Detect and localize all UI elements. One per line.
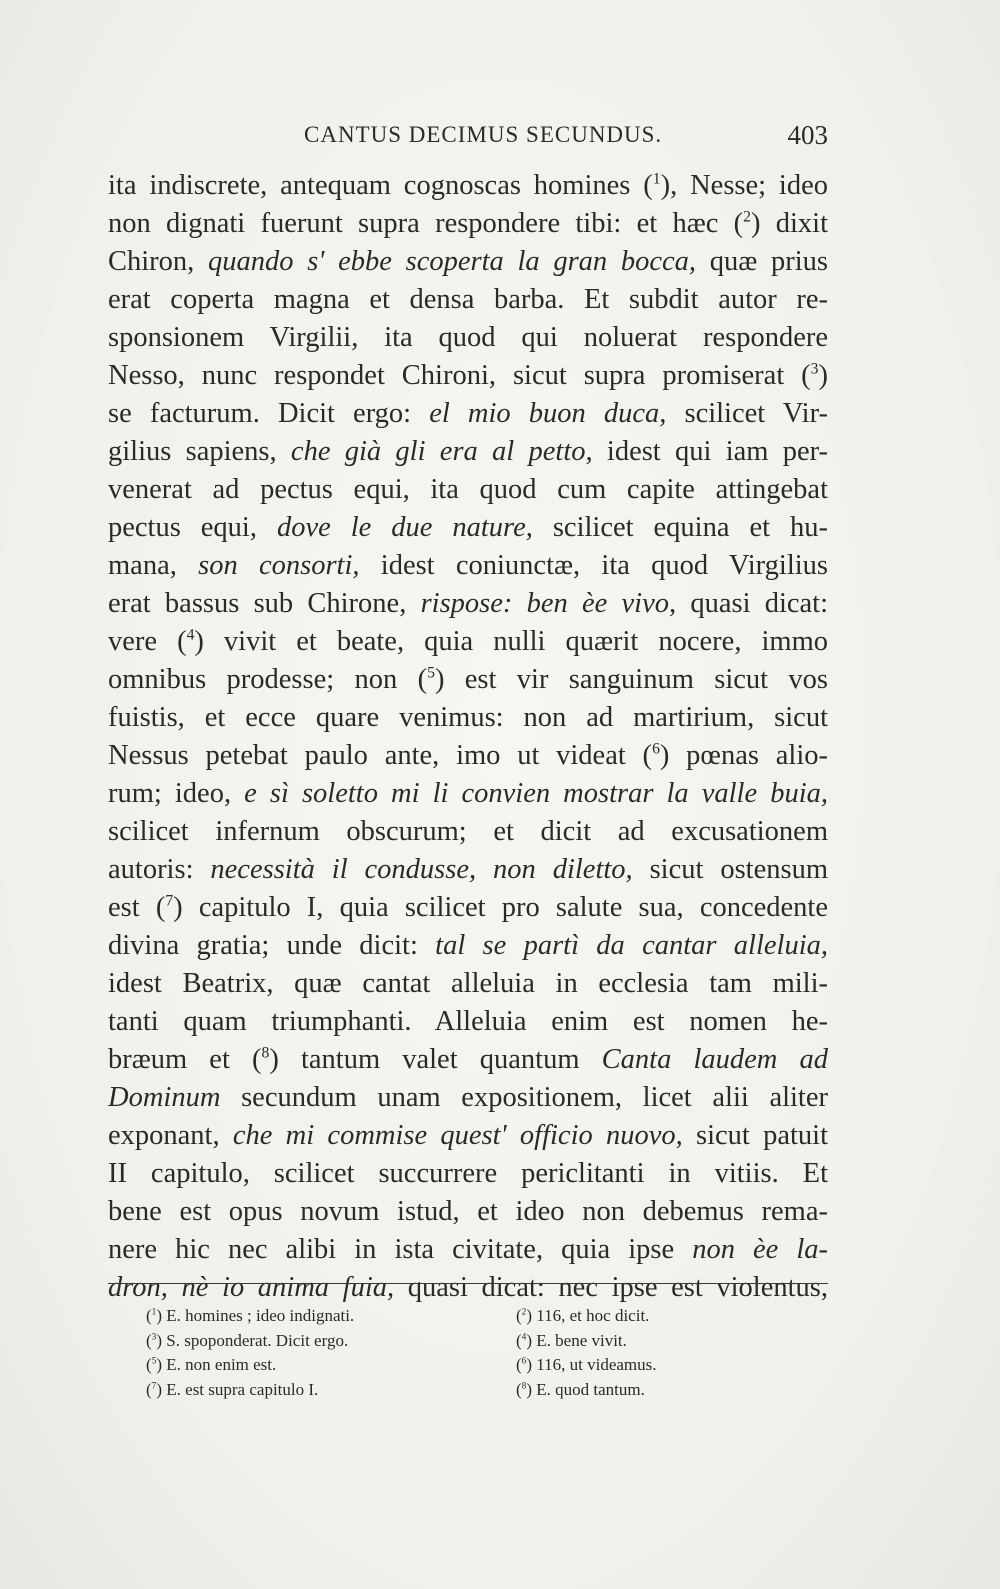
footnote-ref: 4 (186, 626, 195, 644)
italic-quote: e sì soletto mi li convien mostrar la valle buia, (244, 778, 828, 809)
italic-quote: che già gli era al petto, (290, 436, 593, 467)
text-run: ( (643, 170, 653, 201)
text-line (108, 699, 828, 737)
text-run: fuistis, et ecce quare venimus: non ad martirium, sicut (108, 702, 828, 733)
text-line (108, 965, 828, 1003)
text-run: nere hic nec alibi in ista civitate, quia ipse (108, 1234, 693, 1265)
footnote-number: 8 (521, 1380, 527, 1391)
footnote-text: 116, ut videamus. (536, 1355, 657, 1374)
text-run: ), Nesse; ideo (660, 170, 829, 201)
text-line (108, 813, 828, 851)
footnote-ref: 2 (743, 208, 751, 226)
page-number: 403 (787, 120, 828, 150)
text-line (108, 395, 828, 433)
footnote-ref: 8 (261, 1044, 270, 1062)
footnote: ($^2$) 116, et hoc dicit. (516, 1306, 650, 1325)
footnote-text: S. spoponderat. Dicit ergo. (166, 1330, 349, 1350)
text-line (108, 471, 828, 509)
text-run: ) pœnas alio- (659, 740, 828, 771)
text-run: pectus equi, (108, 512, 277, 543)
text-line (108, 433, 828, 471)
text-run: ) dixit (750, 208, 828, 239)
footnote-ref: 1 (652, 170, 661, 188)
italic-quote: Dominum (108, 1082, 221, 1113)
text-line (108, 281, 828, 319)
running-title: CANTUS DECIMUS SECUNDUS. (304, 122, 663, 147)
text-run: II capitulo, scilicet succurrere periclitanti in vitiis. Et (108, 1158, 828, 1189)
italic-quote: non èe la- (692, 1234, 829, 1265)
italic-quote: che mi commise quest' officio nuovo, (232, 1120, 683, 1151)
text-line (108, 1041, 828, 1079)
text-run: quasi dicat: (676, 588, 829, 619)
text-run: Chiron, (108, 246, 208, 277)
text-run: Nessus petebat paulo ante, imo ut videat ( (108, 740, 653, 771)
text-line (108, 1231, 828, 1269)
footnote-number: 2 (521, 1307, 527, 1318)
text-run: idest qui iam per- (592, 436, 829, 467)
text-run: idest coniunctæ, ita quod Virgilius (359, 550, 828, 581)
text-run: scilicet Vir- (666, 398, 828, 429)
text-line (108, 737, 828, 775)
footnote-number: 5 (151, 1356, 157, 1367)
text-line (108, 205, 828, 243)
text-line (108, 357, 828, 395)
text-run: rum; ideo, (108, 778, 245, 809)
text-run: est ( (108, 892, 166, 923)
text-run: idest Beatrix, quæ cantat alleluia in ecclesia tam mili- (108, 968, 828, 999)
text-run: scilicet equina et hu- (532, 512, 828, 543)
footnote: ($^4$) E. bene vivit. (516, 1330, 627, 1350)
text-line (108, 319, 828, 357)
text-line (108, 585, 828, 623)
footnote-ref: 7 (165, 892, 174, 910)
footnote: ($^6$) 116, ut videamus. (516, 1355, 657, 1374)
text-run: se facturum. Dicit ergo: (108, 398, 430, 429)
text-run: mana, (108, 550, 199, 581)
text-line (108, 927, 828, 965)
footnotes-right-column (516, 1304, 836, 1402)
footnote-ref: 6 (652, 740, 660, 758)
footnote-number: 6 (521, 1356, 527, 1367)
italic-quote: dron, nè io anima fuia, (108, 1272, 395, 1303)
text-line (108, 1193, 828, 1231)
text-run: erat bassus sub Chirone, (108, 588, 421, 619)
text-run: tanti quam triumphanti. Alleluia enim est nomen he- (108, 1006, 828, 1037)
text-run: omnibus prodesse; non ( (108, 664, 428, 695)
italic-quote: son consorti, (198, 550, 360, 581)
body-text (108, 167, 828, 1307)
italic-quote: Canta laudem ad (601, 1044, 828, 1075)
text-run: bene est opus novum istud, et ideo non debemus rema- (108, 1196, 828, 1227)
text-run: bræum et ( (108, 1044, 262, 1075)
text-run: sicut ostensum (632, 854, 828, 885)
text-run: ) vivit et beate, quia nulli quærit nocere, immo (194, 626, 828, 657)
footnote-text: E. bene vivit. (536, 1330, 627, 1350)
text-run: erat coperta magna et densa barba. Et subdit autor re- (108, 284, 828, 315)
text-run: secundum unam expositionem, licet alii aliter (220, 1082, 828, 1113)
footnote-text: E. homines ; ideo indignati. (166, 1306, 355, 1325)
text-run: sponsionem Virgilii, ita quod qui noluerat respondere (108, 322, 828, 353)
text-line (108, 243, 828, 281)
text-run: ita indiscrete, antequam cognoscas homines (108, 170, 644, 201)
text-run: ) est vir sanguinum sicut vos (434, 664, 828, 695)
text-run: autoris: (108, 854, 211, 885)
text-run: gilius sapiens, (108, 436, 291, 467)
text-run: venerat ad pectus equi, ita quod cum capite attingebat (108, 474, 828, 505)
text-run: exponant, (108, 1120, 233, 1151)
footnote-rule (108, 1283, 828, 1284)
footnote: ($^8$) E. quod tantum. (516, 1379, 645, 1399)
text-run: Nesso, nunc respondet Chironi, sicut supra promiserat ( (108, 360, 811, 391)
text-run: quasi dicat: nec ipse est violentus, (394, 1272, 828, 1303)
text-line (108, 623, 828, 661)
text-line (108, 547, 828, 585)
footnote: ($^5$) E. non enim est. (146, 1355, 277, 1374)
text-run: ) tantum valet quantum (269, 1044, 602, 1075)
footnote-text: E. quod tantum. (536, 1379, 645, 1399)
italic-quote: dove le due nature, (276, 512, 533, 543)
text-run: vere ( (108, 626, 187, 657)
text-line (108, 509, 828, 547)
footnote: ($^1$) E. homines ; ideo indignati. (146, 1306, 355, 1325)
footnote-number: 7 (151, 1380, 157, 1391)
running-head (108, 122, 828, 162)
text-line (108, 167, 828, 205)
footnote-number: 1 (151, 1307, 157, 1318)
italic-quote: quando s' ebbe scoperta la gran bocca, (208, 246, 697, 277)
text-line (108, 1269, 828, 1307)
footnote-text: E. est supra capitulo I. (166, 1379, 319, 1399)
text-line (108, 661, 828, 699)
footnote-text: 116, et hoc dicit. (536, 1306, 650, 1325)
italic-quote: tal se partì da cantar alleluia, (435, 930, 828, 961)
footnote-ref: 5 (427, 664, 435, 682)
text-run: scilicet infernum obscurum; et dicit ad excusationem (108, 816, 828, 847)
footnotes-left-column (146, 1304, 466, 1402)
italic-quote: necessità il condusse, non diletto, (210, 854, 633, 885)
footnote: ($^3$) S. spoponderat. Dicit ergo. (146, 1330, 349, 1350)
footnote-number: 3 (151, 1331, 157, 1342)
text-line (108, 775, 828, 813)
footnote-number: 4 (521, 1331, 527, 1342)
text-run: ) (818, 360, 828, 391)
text-line (108, 1079, 828, 1117)
italic-quote: rispose: ben èe vivo, (420, 588, 677, 619)
text-run: non dignati fuerunt supra respondere tibi: et hæc ( (108, 208, 744, 239)
text-run: sicut patuit (682, 1120, 829, 1151)
text-line (108, 1003, 828, 1041)
text-run: divina gratia; unde dicit: (108, 930, 436, 961)
text-run: ) capitulo I, quia scilicet pro salute sua, concedente (173, 892, 828, 923)
text-line (108, 889, 828, 927)
text-line (108, 1117, 828, 1155)
text-line (108, 1155, 828, 1193)
footnote: ($^7$) E. est supra capitulo I. (146, 1379, 319, 1399)
italic-quote: el mio buon duca, (429, 398, 667, 429)
text-line (108, 851, 828, 889)
footnote-ref: 3 (810, 360, 819, 378)
text-run: quæ prius (696, 246, 828, 277)
footnote-text: E. non enim est. (166, 1355, 277, 1374)
